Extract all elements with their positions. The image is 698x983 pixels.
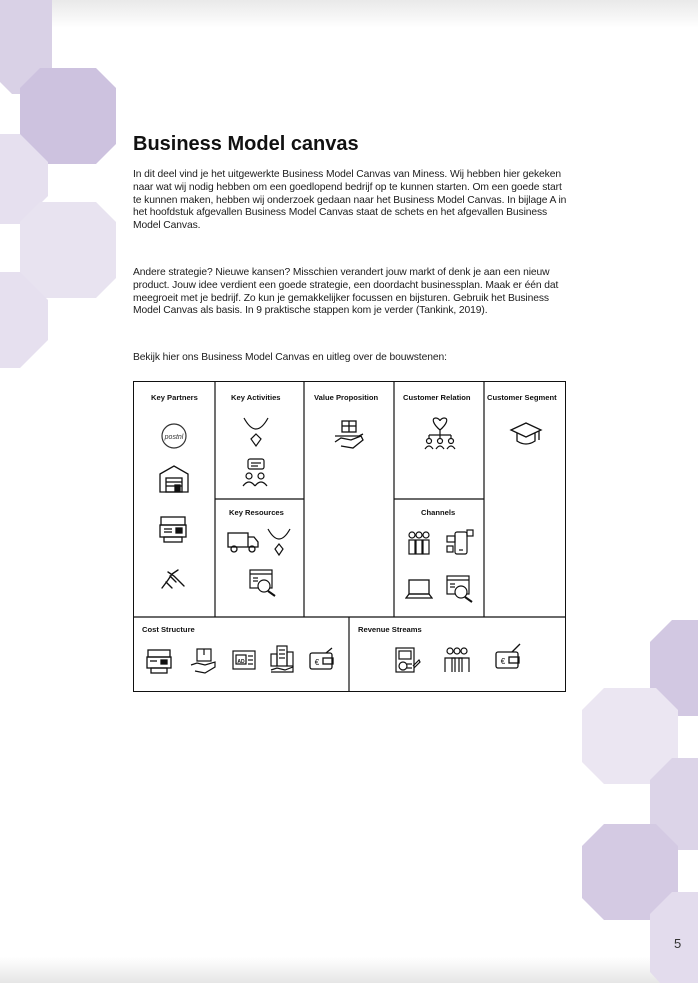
postnl-logo-icon xyxy=(160,422,188,450)
wallet-euro-icon xyxy=(494,642,524,674)
necklace-icon xyxy=(242,416,270,448)
webshop-search-icon xyxy=(248,568,278,598)
page-title: Business Model canvas xyxy=(133,133,359,155)
revenue-streams-header: Revenue Streams xyxy=(358,625,422,634)
team-chat-icon xyxy=(240,458,270,488)
value-proposition-header: Value Proposition xyxy=(314,393,379,402)
customer-relation-header: Customer Relation xyxy=(403,393,471,402)
canvas-lead-paragraph: Bekijk hier ons Business Model Canvas en uitleg over de bouwstenen: xyxy=(133,352,447,363)
right-octagons xyxy=(582,620,698,983)
channels-header: Channels xyxy=(421,508,456,517)
webshop-search-icon xyxy=(445,574,475,604)
customer-segment-header: Customer Segment xyxy=(487,393,557,402)
business-model-canvas xyxy=(133,381,566,692)
warehouse-icon xyxy=(158,464,190,494)
heart-network-icon xyxy=(423,416,457,450)
advertisement-text: AD xyxy=(237,659,245,665)
octagon xyxy=(20,202,116,298)
gift-in-hand-icon xyxy=(333,418,367,450)
euro-text: € xyxy=(314,658,320,667)
advertisement-icon xyxy=(231,649,257,671)
postnl-logo-text: postnl xyxy=(164,434,184,441)
strategy-paragraph: Andere strategie? Nieuwe kansen? Misschien verandert jouw markt of denk je aan een nieuw product. Jouw idee verdient een goede strategie, een doordacht businessplan. Maak er één dat meegroeit met je bedrijf. Zo kun je gemakkelijker focussen en bijsturen. Gebruik het Business Model Canvas als basis. In 9 praktische stappen kom je verder (Tankink, 2019). xyxy=(133,267,559,317)
people-group-icon xyxy=(405,530,433,556)
mobile-social-icon xyxy=(445,528,475,558)
necklace-icon xyxy=(266,527,292,557)
city-building-icon xyxy=(269,644,295,674)
printer-icon xyxy=(145,647,173,675)
key-activities-header: Key Activities xyxy=(231,393,281,402)
cost-structure-header: Cost Structure xyxy=(142,625,195,634)
delivery-truck-icon xyxy=(226,529,260,555)
graduation-cap-icon xyxy=(509,420,543,448)
invoice-icon xyxy=(393,646,421,676)
intro-paragraph: In dit deel vind je het uitgewerkte Business Model Canvas van Miness. Wij hebben hier gekeken naar wat wij nodig hebben om een goedlopend bedrijf op te kunnen starten. Om een goede start te kunnen maken, hebben wij onderzoek gedaan naar het Business Model Canvas. In bijlage A in het hoofdstuk afgevallen Business Model Canvas staat de schets en het afgevallen Business Model Canvas. xyxy=(133,169,567,232)
handshake-icon xyxy=(158,564,188,592)
left-octagons xyxy=(0,0,116,368)
key-resources-header: Key Resources xyxy=(229,508,284,517)
printer-icon xyxy=(158,513,188,543)
wallet-euro-icon xyxy=(308,647,336,673)
laptop-icon xyxy=(405,578,433,600)
euro-text: € xyxy=(500,657,506,666)
customers-icon xyxy=(442,646,472,676)
package-in-hand-icon xyxy=(189,647,217,675)
page-number: 5 xyxy=(674,936,682,951)
key-partners-header: Key Partners xyxy=(151,393,198,402)
